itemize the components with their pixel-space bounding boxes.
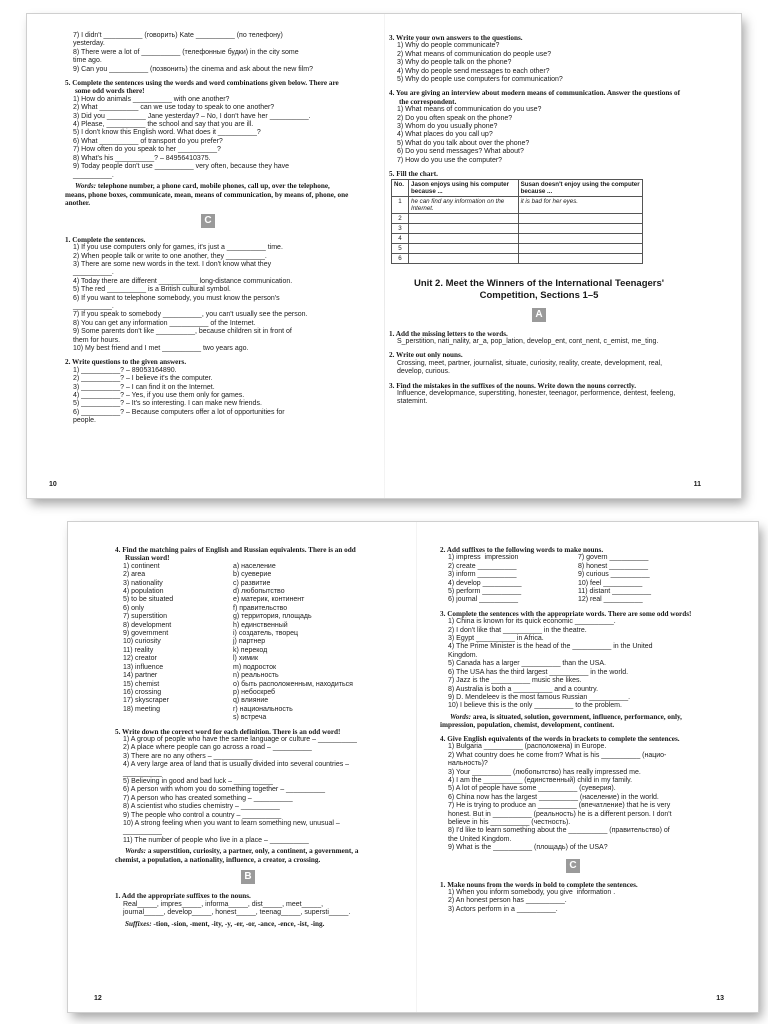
task-line: 6) A person with whom you do something together – __________ <box>123 786 325 794</box>
chart-row-number: 3 <box>392 223 409 233</box>
suffixes-list: -tion, -sion, -ment, -ity, -y, -er, -or, -ance, -ence, -ist, -ing. <box>153 919 325 928</box>
task-line: 7) Jazz is the __________ music she likes. <box>448 677 582 685</box>
task-line: p) небоскреб <box>233 688 276 696</box>
words-label: Words: <box>125 847 147 856</box>
chart-header-susan: Susan doesn't enjoy using the computer because ... <box>518 179 642 196</box>
chart-cell[interactable] <box>409 233 519 243</box>
task-line: b) суеверие <box>233 571 272 579</box>
task-5-definitions <box>115 728 381 865</box>
book-spread-pages-10-11 <box>27 14 741 498</box>
task-1-add-suffixes <box>115 892 381 928</box>
task-line: 2) Do you often speak on the phone? <box>397 114 513 122</box>
chart-cell[interactable] <box>518 233 642 243</box>
task-line: 4) population <box>123 588 164 596</box>
suffixes-label: Suffixes: <box>125 919 152 928</box>
task-line: yesterday. <box>73 40 105 48</box>
task-line: 2) What country does he come from? What is his __________ (нацио- <box>448 751 667 759</box>
chart-row <box>392 196 643 213</box>
task-line: j) партнер <box>233 638 266 646</box>
chart-row-number: 5 <box>392 243 409 253</box>
task-line: 18) meeting <box>123 705 160 713</box>
task-line: 8) A scientist who studies chemistry – __________ <box>123 803 280 811</box>
task-line: 1) What means of communication do you use? <box>397 106 542 114</box>
page-11-column <box>389 34 689 498</box>
task-title: 5. Fill the chart. <box>389 170 438 179</box>
task-title: 2. Write questions to the given answers. <box>65 358 187 367</box>
task-4-interview <box>389 89 689 165</box>
task-title: 4. You are giving an interview about modern means of communication. Answer the questions of the correspondent. <box>389 89 680 106</box>
task-line: o) быть расположенным, находиться <box>233 680 353 688</box>
task-line: __________ <box>123 769 162 777</box>
task-line: 2) What __________ can we use today to speak to one another? <box>73 104 275 112</box>
task-3-own-answers <box>389 34 689 84</box>
task-title: 2. Add suffixes to the following words to make nouns. <box>440 546 604 554</box>
section-badge-c: C <box>566 859 580 873</box>
task-line: 11) reality <box>123 646 154 654</box>
task-line: Kingdom. <box>448 651 478 659</box>
chart-row <box>392 233 643 243</box>
task-line: 6) China now has the largest __________ (население) in the world. <box>448 793 659 801</box>
chart-header-jason: Jason enjoys using his computer because ... <box>409 179 519 196</box>
task-line: 8) What's his __________? – 84956410375. <box>73 154 211 162</box>
task-line: __________. <box>73 302 114 310</box>
task-line: 6) journal __________ <box>448 596 519 604</box>
task-line: 9) Some parents don't like __________, because children sit in front of <box>73 328 292 336</box>
task-line: f) правительство <box>233 604 288 612</box>
task-line: 7) superstition <box>123 613 167 621</box>
task-line: 3) There are no any others – __________ <box>123 752 253 760</box>
task-line: 10) curiosity <box>123 638 161 646</box>
task-line: 7) govern __________ <box>578 554 649 562</box>
task-line: 17) skyscraper <box>123 697 169 705</box>
task-2-write-questions <box>65 358 351 425</box>
chart-row <box>392 213 643 223</box>
task-line: 8) development <box>123 621 172 629</box>
section-badge-c: C <box>201 214 215 228</box>
task-line: 4) A very large area of land that is usually divided into several countries – <box>123 761 350 769</box>
task-line: r) национальность <box>233 705 293 713</box>
task-line: 2) A place where people can go across a road – __________ <box>123 744 312 752</box>
book-fold <box>416 522 417 1012</box>
task-line: 3) Why do people talk on the phone? <box>397 59 512 67</box>
task-line: 3) __________? – I can find it on the Internet. <box>73 383 215 391</box>
word-bank <box>440 713 706 730</box>
task-line: 5) Why do people use computers for communication? <box>397 76 563 84</box>
task-5-complete-sentences <box>65 79 351 208</box>
task-line: 11) distant __________ <box>578 588 652 596</box>
task-line: 7) How often do you speak to her __________? <box>73 146 221 154</box>
chart-cell[interactable]: he can find any information on the Internet. <box>409 196 519 213</box>
task-1-make-nouns-bold <box>440 881 706 915</box>
task-line: __________. <box>73 171 114 179</box>
task-title: 3. Write your own answers to the questions. <box>389 34 523 42</box>
task-line: 2) An honest person has __________. <box>448 897 567 905</box>
chart-cell[interactable] <box>518 223 642 233</box>
task-line: 9) Today people don't use __________ very often, because they have <box>73 163 290 171</box>
task-line: 5) Canada has a larger __________ than the USA. <box>448 660 607 668</box>
task-line: 4) Today there are different __________ long-distance communication. <box>73 277 293 285</box>
task-line: __________ <box>123 828 162 836</box>
task-line: 8) There were a lot of __________ (телефонные будки) in the city some <box>73 48 299 56</box>
unit-title: Unit 2. Meet the Winners of the International Teenagers' Competition, Sections 1–5 <box>413 277 665 301</box>
task-line: 5) The red __________ is a British cultural symbol. <box>73 286 231 294</box>
words-list: area, is situated, solution, government, influence, performance, only, impression, population, chemist, development, continent. <box>440 712 682 730</box>
words-label: Words: <box>450 712 472 721</box>
task-title: 4. Give English equivalents of the words in brackets to complete the sentences. <box>440 734 680 743</box>
chart-row <box>392 223 643 233</box>
page-10-column <box>65 32 351 498</box>
chart-row <box>392 243 643 253</box>
task-line: 2) area <box>123 571 146 579</box>
word-bank <box>115 847 381 864</box>
russian-words <box>225 563 375 723</box>
task-line: 6) The USA has the third largest __________ in the world. <box>448 668 629 676</box>
page-12-column <box>115 546 381 1012</box>
task-line: 5) I don't know this English word. What does it __________? <box>73 129 261 137</box>
task-line: 4) I am the __________ (единственный) child in my family. <box>448 776 633 784</box>
task-line: 5) __________? – It's so interesting. I can make new friends. <box>73 400 262 408</box>
task-line: нальность)? <box>448 760 488 768</box>
book-spread-pages-12-13 <box>68 522 758 1012</box>
task-line: 1) Why do people communicate? <box>397 42 500 50</box>
task-line: 9) What is the __________ (площадь) of the USA? <box>448 844 608 852</box>
task-line: 4) develop __________ <box>448 579 522 587</box>
task-line: k) перекод <box>233 646 268 654</box>
task-line: e) материк, континент <box>233 596 305 604</box>
task-line: 5) What do you talk about over the phone? <box>397 139 530 147</box>
task-line: 4) Please, __________ the school and say that you are ill. <box>73 121 254 129</box>
task-line: h) единственный <box>233 621 288 629</box>
word-column-2 <box>570 554 651 604</box>
task-line: 9) The people who control a country – __________ <box>123 811 282 819</box>
task-line: 8) Australia is both a __________ and a country. <box>448 685 599 693</box>
task-line: 2) __________? – I believe it's the computer. <box>73 375 213 383</box>
task-line: 6) __________? – Because computers offer a lot of opportunities for <box>73 408 285 416</box>
task-line: believe in his __________ (честность). <box>448 818 571 826</box>
task-2-nouns <box>389 351 689 376</box>
chart-cell[interactable]: it is bad for her eyes. <box>518 196 642 213</box>
task-line: people. <box>73 417 96 425</box>
chart-header-no: No. <box>392 179 409 196</box>
chart-row <box>392 253 643 263</box>
task-3-complete-sentences <box>440 610 706 730</box>
task-line: 9) government <box>123 630 169 638</box>
task-line: time ago. <box>73 57 102 65</box>
fill-chart-table <box>391 179 643 264</box>
task-line: 5) perform __________ <box>448 588 522 596</box>
task-3-suffix-mistakes <box>389 382 689 407</box>
task-title: 5. Complete the sentences using the words and word combinations given below. There are some odd words there! <box>65 79 339 96</box>
chart-cell[interactable] <box>409 243 519 253</box>
task-line: 10) My best friend and I met __________ two years ago. <box>73 344 249 352</box>
task-line: 12) creator <box>123 655 157 663</box>
task-line: g) территория, площадь <box>233 613 312 621</box>
task-line: 6) only <box>123 604 145 612</box>
task-line: 2) I don't like that __________ in the theatre. <box>448 626 587 634</box>
task-line: 10) feel __________ <box>578 579 643 587</box>
task-line: 7) He is trying to produce an __________ (впечатление) that he is very <box>448 802 671 810</box>
task-line: 5) to be situated <box>123 596 174 604</box>
task-line: 7) How do you use the computer? <box>397 156 503 164</box>
word-column-1 <box>440 554 570 604</box>
task-line: 6) What __________ of transport do you prefer? <box>73 137 223 145</box>
task-line: q) влияние <box>233 697 269 705</box>
task-line: 1) A group of people who have the same language or culture – __________ <box>123 735 357 743</box>
task-line: 1) continent <box>123 562 160 570</box>
task-line: 13) influence <box>123 663 164 671</box>
task-title: 3. Complete the sentences with the appropriate words. There are some odd words! <box>440 609 692 618</box>
task-line: 1) If you use computers only for games, it's just a __________ time. <box>73 244 283 252</box>
words-label: Words: <box>75 181 97 190</box>
task-title: 2. Write out only nouns. <box>389 351 463 360</box>
task-title: 1. Make nouns from the words in bold to complete the sentences. <box>440 880 638 889</box>
task-line: 15) chemist <box>123 680 160 688</box>
task-line: 3) nationality <box>123 579 163 587</box>
task-line: d) любопытство <box>233 588 285 596</box>
task-5-fill-chart <box>389 170 689 263</box>
task-line: Crossing, meet, partner, journalist, situate, curiosity, reality, create, development, real, develop, curious. <box>397 359 665 376</box>
task-line: 7) If you speak to somebody __________, you can't usually see the person. <box>73 311 308 319</box>
task-line: S_perstition, nati_nality, ar_a, pop_lation, develop_ent, cont_nent, c_emist, me_ting. <box>397 337 659 345</box>
task-title: 1. Add the appropriate suffixes to the nouns. <box>115 892 251 901</box>
task-line: 10) I believe this is the only __________ to the problem. <box>448 702 622 710</box>
task-line: 4) __________? – Yes, if you use them only for games. <box>73 392 245 399</box>
task-title: 3. Find the mistakes in the suffixes of the nouns. Write down the nouns correctly. <box>389 381 636 390</box>
task-line: 6) Do you send messages? What about? <box>397 148 524 156</box>
task-line: n) реальность <box>233 672 279 680</box>
page-number: 10 <box>49 481 57 488</box>
task-line: 5) A lot of people have some __________ (суеверия). <box>448 785 616 793</box>
task-line: 12) real __________ <box>578 596 643 604</box>
task-line: 3) Egypt __________ in Africa. <box>448 635 544 643</box>
task-line: 1) China is known for its quick economic __________. <box>448 618 616 626</box>
task-4-english-equivalents <box>440 735 706 853</box>
task-title: 1. Complete the sentences. <box>65 235 146 244</box>
task-line: 3) inform __________ <box>448 571 517 579</box>
task-line: s) встреча <box>233 714 267 722</box>
chart-row-number: 6 <box>392 253 409 263</box>
task-continued <box>65 32 351 74</box>
task-line: m) подросток <box>233 663 277 671</box>
task-line: 9) D. Mendeleev is the most famous Russian __________. <box>448 693 631 701</box>
chart-header-row <box>392 179 643 196</box>
task-2-make-nouns <box>440 546 706 605</box>
task-title: 1. Add the missing letters to the words. <box>389 329 508 338</box>
task-line: 3) Whom do you usually phone? <box>397 123 498 131</box>
words-list: a superstition, curiosity, a partner, only, a continent, a government, a chemist, a population, a nationality, influence, a creator, a crossing. <box>115 847 359 864</box>
task-line: 1) impress impression <box>448 554 521 562</box>
task-line: 16) crossing <box>123 688 162 696</box>
english-words <box>115 563 225 723</box>
task-line: 9) Can you __________ (позвонить) the cinema and ask about the new film? <box>73 65 313 73</box>
section-badge-b: B <box>241 870 255 884</box>
task-title: 4. Find the matching pairs of English and Russian equivalents. There is an odd Russian word! <box>115 546 356 563</box>
task-line: 2) When people talk or write to one another, they __________. <box>73 252 267 260</box>
task-line: 8) I'd like to learn something about the __________ (правительство) of <box>448 827 670 835</box>
task-line: journal_____, develop_____, honest_____, teenag_____, supersti_____. <box>123 909 351 917</box>
task-line: l) химик <box>233 655 259 663</box>
task-line: 4) Why do people send messages to each other? <box>397 67 550 75</box>
task-line: a) население <box>233 562 276 570</box>
task-line: 8) honest __________ <box>578 562 649 570</box>
task-line: 4) The Prime Minister is the head of the __________ in the United <box>448 643 653 651</box>
suffix-bank <box>115 920 381 929</box>
suffix-word-grid <box>440 554 706 604</box>
task-1-complete-sentences <box>65 236 351 354</box>
task-title: 5. Write down the correct word for each definition. There is an odd word! <box>115 727 341 736</box>
task-line: the United Kingdom. <box>448 835 512 843</box>
task-line: 3) Your __________ (любопытство) has really impressed me. <box>448 768 641 776</box>
words-list: telephone number, a phone card, mobile phones, call up, over the telephone, means, phone boxes, communicate, mean, means of communication, by means of, phone, one another. <box>65 181 349 208</box>
task-line: 3) Did you __________ Jane yesterday? – No, I don't have her __________. <box>73 112 311 120</box>
chart-row-number: 2 <box>392 213 409 223</box>
task-line: 1) How do animals __________ with one another? <box>73 95 230 103</box>
task-line: 14) partner <box>123 672 158 680</box>
task-line: 11) The number of people who live in a place – __________ <box>123 836 309 844</box>
section-badge-a: A <box>532 308 546 322</box>
matching-columns <box>115 563 381 723</box>
page-number: 13 <box>716 995 724 1002</box>
task-line: i) создатель, творец <box>233 630 299 638</box>
task-line: 7) I didn't __________ (говорить) Kate __________ (по телефону) <box>73 32 283 39</box>
task-1-missing-letters <box>389 330 689 347</box>
chart-row-number: 1 <box>392 196 409 213</box>
task-line: 5) Believing in good and bad luck – __________ <box>123 777 273 785</box>
chart-cell[interactable] <box>518 213 642 223</box>
chart-cell[interactable] <box>409 253 519 263</box>
task-line: 4) What places do you call up? <box>397 131 493 139</box>
book-fold <box>384 14 385 498</box>
task-line: 7) A person who has created something – __________ <box>123 794 293 802</box>
task-line: 3) There are some new words in the text. I don't know what they <box>73 260 272 268</box>
task-line: 9) curious __________ <box>578 571 650 579</box>
chart-cell[interactable] <box>409 223 519 233</box>
task-line: 8) You can get any information __________ of the Internet. <box>73 319 256 327</box>
chart-cell[interactable] <box>409 213 519 223</box>
chart-cell[interactable] <box>518 243 642 253</box>
task-line: 1) Bulgaria __________ (расположена) in Europe. <box>448 743 607 751</box>
task-line: 6) If you want to telephone somebody, you must know the person's <box>73 294 280 302</box>
task-line: Influence, developmance, superstiting, honester, teenagor, performence, dentest, feeleng, statemint. <box>397 389 678 406</box>
task-4-matching-pairs <box>115 546 381 723</box>
page-number: 11 <box>693 481 701 488</box>
word-bank <box>65 182 351 208</box>
page-13-column <box>440 546 706 1012</box>
task-line: __________. <box>73 269 114 277</box>
task-line: them for hours. <box>73 336 121 344</box>
task-line: c) развитие <box>233 579 271 587</box>
task-line: 1) When you inform somebody, you give information . <box>448 889 616 896</box>
task-line: 10) A strong feeling when you want to learn something new, unusual – <box>123 820 340 827</box>
task-line: 3) Actors perform in a __________. <box>448 905 558 913</box>
task-line: Real_____, impres_____, informa_____, dist_____, meet_____, <box>123 900 324 908</box>
task-line: honest. But in __________ (реальность) he is a different person. I don't <box>448 810 672 818</box>
chart-row-number: 4 <box>392 233 409 243</box>
task-line: 2) What means of communication do people use? <box>397 50 552 58</box>
page-number: 12 <box>94 995 102 1002</box>
chart-cell[interactable] <box>518 253 642 263</box>
task-line: 1) __________? – 89053164890. <box>73 366 177 374</box>
task-line: 2) create __________ <box>448 562 517 570</box>
